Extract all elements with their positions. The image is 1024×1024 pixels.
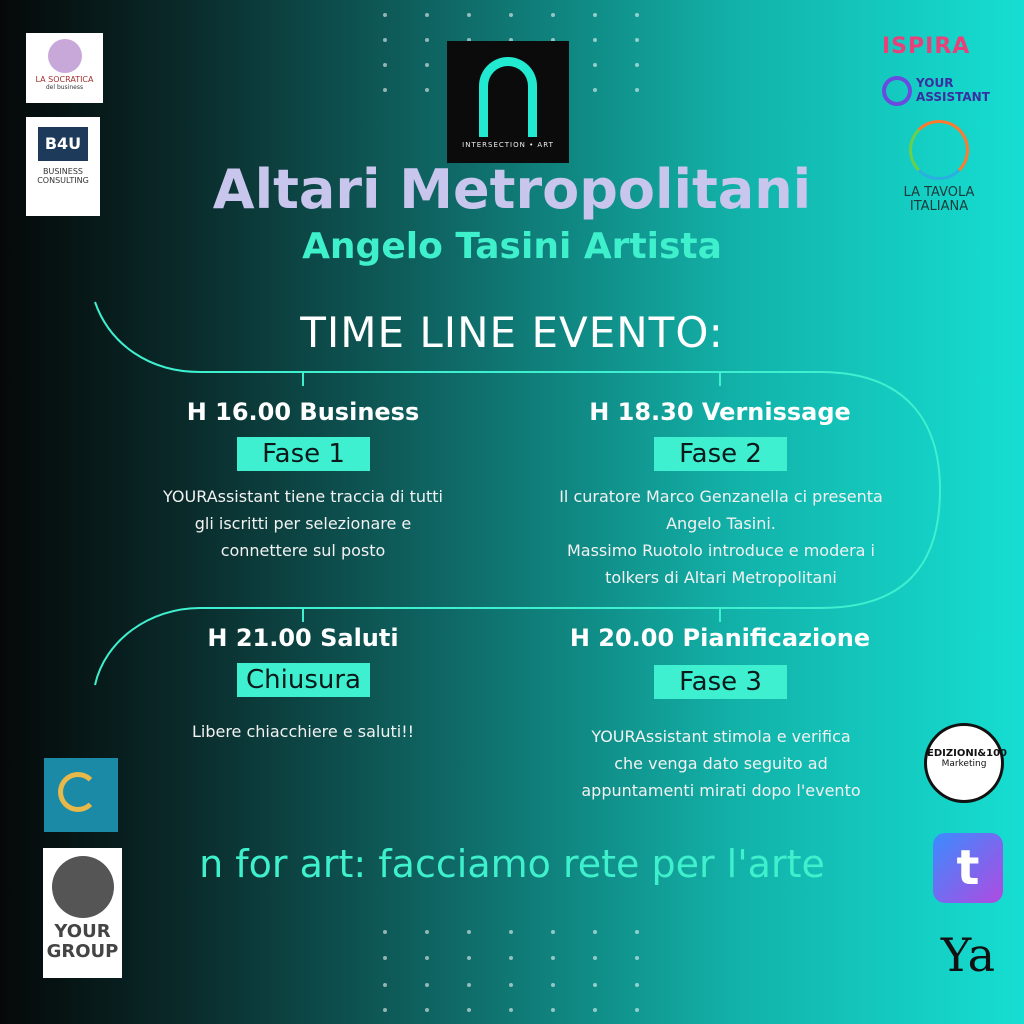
phase-closure-label: Chiusura bbox=[237, 663, 370, 697]
people-icon bbox=[882, 76, 912, 106]
phase-2-label: Fase 2 bbox=[654, 437, 787, 471]
phase-1-description bbox=[130, 483, 476, 564]
phase-3-hour: H 20.00 Pianificazione bbox=[569, 624, 871, 652]
slogan: n for art: facciamo rete per l'arte bbox=[199, 842, 825, 886]
desc-line: gli iscritti per selezionare e bbox=[194, 514, 412, 533]
circle-icon bbox=[909, 120, 969, 180]
logo-caption: INTERSECTION • ART bbox=[462, 141, 554, 149]
bottom-left-logo bbox=[44, 758, 118, 832]
page-subtitle: Angelo Tasini Artista bbox=[302, 226, 722, 267]
phase-closure-hour: H 21.00 Saluti bbox=[207, 624, 399, 652]
desc-line: YOURAssistant tiene traccia di tutti bbox=[163, 487, 443, 506]
tavola-line2: ITALIANA bbox=[909, 199, 969, 214]
edizioni-line2: Marketing bbox=[941, 759, 987, 769]
t-app-logo: t bbox=[933, 833, 1003, 903]
tree-icon bbox=[52, 856, 114, 918]
tavola-italiana-logo bbox=[884, 118, 994, 218]
socratica-sub: del business bbox=[45, 84, 84, 91]
crescent-icon bbox=[58, 772, 98, 812]
desc-line: YOURAssistant stimola e verifica bbox=[591, 727, 851, 746]
portrait-icon bbox=[48, 39, 82, 73]
phase-3-description bbox=[540, 723, 902, 804]
edizioni-line1: EDIZIONI&100 bbox=[927, 748, 1008, 759]
desc-line: connettere sul posto bbox=[220, 541, 386, 560]
phase-1-hour: H 16.00 Business bbox=[186, 398, 420, 426]
tavola-line1: LA TAVOLA bbox=[903, 185, 975, 200]
desc-line: Il curatore Marco Genzanella ci presenta bbox=[559, 487, 883, 506]
phase-2-hour: H 18.30 Vernissage bbox=[589, 398, 851, 426]
arch-icon bbox=[479, 57, 537, 137]
phase-1-label: Fase 1 bbox=[237, 437, 370, 471]
your-group-line1: YOUR bbox=[54, 921, 111, 942]
your-group-line2: GROUP bbox=[46, 941, 119, 962]
ya-line1: YOUR bbox=[916, 76, 954, 90]
your-assistant-logo bbox=[882, 74, 994, 108]
b4u-logo bbox=[26, 117, 100, 216]
phase-closure-description bbox=[130, 718, 476, 745]
b4u-mark: B4U bbox=[38, 127, 88, 161]
socratica-name: LA SOCRATICA bbox=[35, 75, 94, 84]
edizioni-logo bbox=[924, 723, 1008, 803]
your-group-logo bbox=[43, 848, 122, 978]
b4u-line1: BUSINESS bbox=[43, 167, 83, 176]
ya-line2: ASSISTANT bbox=[916, 90, 990, 104]
phase-2-description bbox=[515, 483, 927, 591]
b4u-line2: CONSULTING bbox=[37, 176, 89, 185]
ispira-logo: ISPIRA bbox=[882, 34, 971, 59]
desc-line: Libere chiacchiere e saluti!! bbox=[191, 722, 415, 741]
phase-3-label: Fase 3 bbox=[654, 665, 787, 699]
desc-line: che venga dato seguito ad bbox=[614, 754, 828, 773]
desc-line: Angelo Tasini. bbox=[666, 514, 776, 533]
timeline-title: TIME LINE EVENTO: bbox=[300, 308, 724, 357]
desc-line: tolkers di Altari Metropolitani bbox=[605, 568, 837, 587]
intersection-art-logo bbox=[447, 41, 569, 163]
ya-logo: Ya bbox=[940, 928, 996, 982]
desc-line: appuntamenti mirati dopo l'evento bbox=[581, 781, 861, 800]
page-title: Altari Metropolitani bbox=[212, 158, 812, 221]
desc-line: Massimo Ruotolo introduce e modera i bbox=[566, 541, 875, 560]
socratica-logo bbox=[26, 33, 103, 103]
